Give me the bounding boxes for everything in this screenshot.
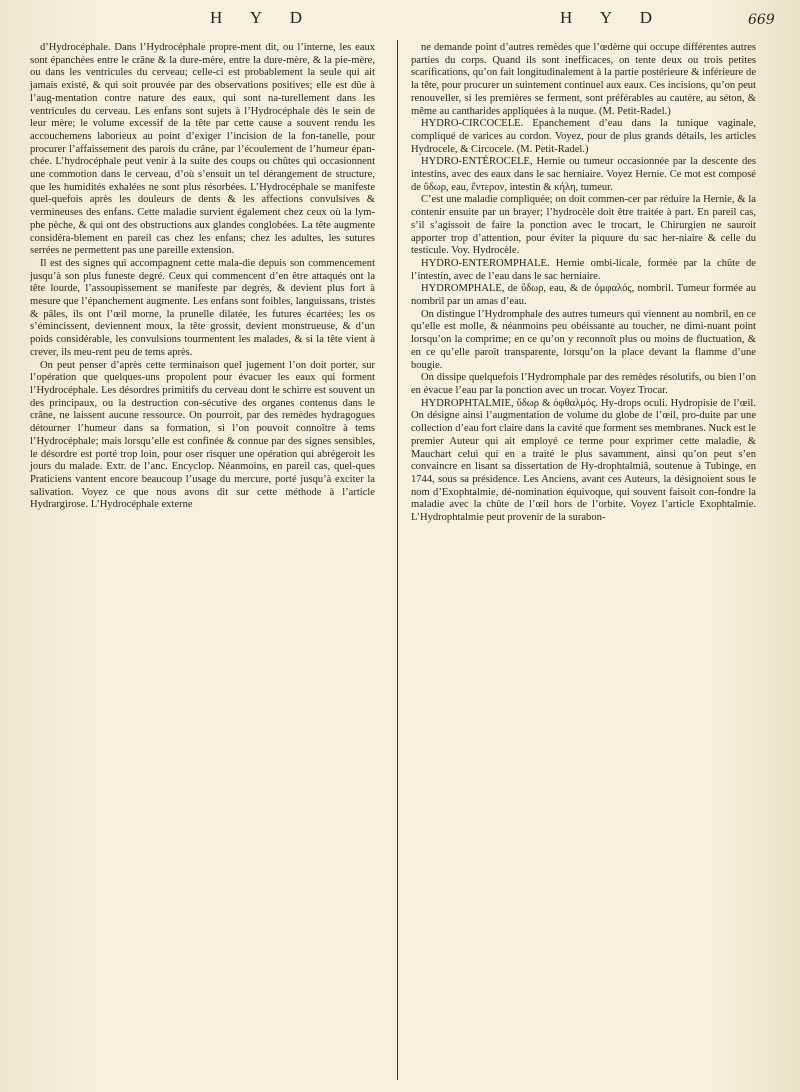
column-divider xyxy=(397,40,398,1080)
page-number: 669 xyxy=(748,12,775,28)
running-head-right: H Y D xyxy=(560,8,665,27)
paragraph: C’est une maladie compliquée; on doit commen-cer par réduire la Hernie, & la contenir ensuite par un brayer; l’hydrocèle doit être traitée à part. En pareil cas, s’il s’agissoit de faire la ponction avec le trocart, le Chirurgien ne sauroit apporter trop d’attention, pour éviter la piquure du sac her-niaire & celle du testicule. Voy. Hydrocèle. xyxy=(411,194,756,257)
entry-hydrophtalmie: HYDROPHTALMIE, ὕδωρ & ὀφθαλμός. Hy-drops oculi. Hydropisie de l’œil. On désigne ainsi l’augmentation de volume du globe de l’œil, pro-duite par une collection d’eau fort claire dans la cavité que forment ses membranes. Nuck est le premier Auteur qui ait employé ce terme pour exprimer cette maladie, & Mauchart celui qui en a traité le plus savamment, ainsi qu’on peut s’en convaincre en lisant sa dissertation de Hy-drophtalmiâ, soutenue à Tubinge, en 1744, sous sa présidence. Les Anciens, avant ces Auteurs, la désignoient sous le nom d’Exophtalmie, dé-nomination équivoque, qui souvent faisoit con-fondre la maladie avec la chûte de l’œil hors de l’orbite. Voyez l’article Exophtalmie. L’Hydrophtalmie peut provenir de la surabon- xyxy=(411,397,756,524)
right-column xyxy=(411,42,756,525)
entry-hydromphale: HYDROMPHALE, de ὕδωρ, eau, & de ὀμφαλός, nombril. Tumeur formée au nombril par un amas d’eau. xyxy=(411,283,756,308)
entry-hydro-enterocele: HYDRO-ENTÉROCELE, Hernie ou tumeur occasionnée par la descente des intestins, avec des eaux dans le sac herniaire. Voyez Hernie. Ce mot est composé de ὕδωρ, eau, ἔντερον, intestin & κήλη, tumeur. xyxy=(411,156,756,193)
entry-hydro-enteromphale: HYDRO-ENTEROMPHALE. Hernie ombi-licale, formée par la chûte de l’intestin, avec de l’eau dans le sac herniaire. xyxy=(411,257,756,282)
paragraph: Il est des signes qui accompagnent cette mala-die depuis son commencement jusqu’à son plus funeste degré. Ceux qui commencent d’en être attaqués ont la tête lourde, l’assoupissement se manifeste par degrés, & devient plus fort à mesure que l’épanchement augmente. Les enfans sont foibles, languissans, tristes & pâles, ils ont l’œil morne, la prunelle dilatée, les futures écartées; les os s’émincissent, deviennent moux, la tête grossit, devient monstrueuse, & d’un poids considérable, les convulsions tourmentent les malades, & si la tête vient à crever, ils meu-rent peu de tems après. xyxy=(30,257,375,358)
entry-hydro-circocele: HYDRO-CIRCOCELE. Epanchement d’eau dans la tunique vaginale, compliqué de varices au cordon. Voyez, pour de plus grands détails, les articles Hydrocele, & Circocele. (M. Petit-Radel.) xyxy=(411,118,756,155)
running-head-left: H Y D xyxy=(210,8,315,27)
paragraph: d’Hydrocéphale. Dans l’Hydrocéphale propre-ment dit, ou l’interne, les eaux sont épanchées entre le crâne & la dure-mère, entre la dure-mère, & la pie-mère, ou dans les ventricules du cerveau; celle-ci est probablement la seule qui ait jamais existé, & qui soit prouvée par des observations positives; elle est dûe à l’aug-mentation contre nature des eaux, qui sont na-turellement dans les ventricules du cerveau. Les enfans sont sujets à l’Hydrocéphale dès le sein de leur mère; le volume excessif de la tête par cette cause a souvent rendu les accouchemens laborieux au point d’exiger l’incision de la fon-tanelle, pour procurer l’affaissement des parois du crâne, par l’écoulement de l’humeur épan-chée. L’hydrocéphale peut venir à la suite des coups ou chûtes qui occasionnent une commotion dans le cerveau, d’où s’ensuit un tel dérangement de structure, que les humidités exhalées ne sont plus résorbées. L’Hydrocéphale se manifeste quel-quefois après les douleurs de dents & les affections convulsives & vermineuses des enfans. Cette maladie survient également chez ceux où la lym-phe pèche, & qui ont des obstructions aux glandes conglobées. La tête augmente considéra-blement en pareil cas chez les enfans; chez les adultes, les sutures serrées ne permettent pas une pareille extension. xyxy=(30,42,375,257)
paragraph: On distingue l’Hydromphale des autres tumeurs qui viennent au nombril, en ce qu’elle est molle, & néanmoins peu obéissante au toucher, ne dimi-nuant point lorsqu’on la comprime; en ce qu’on y reconnoît plus ou moins de fluctuation, & en ce qu’elle paroît transparente, lorsqu’on la place devant la flamme d’une bougie. xyxy=(411,308,756,371)
left-column xyxy=(30,42,375,512)
paragraph: On dissipe quelquefois l’Hydromphale par des remèdes résolutifs, ou bien l’on en évacue l’eau par la ponction avec un trocar. Voyez Trocar. xyxy=(411,372,756,396)
paragraph: ne demande point d’autres remèdes que l’œdème qui occupe différentes autres parties du corps. Quand ils sont inefficaces, on tente deux ou trois petites scarifications, qu’on fait longitudinalement à la partie postérieure & inférieure de la tête, pour procurer un suintement continuel aux eaux. Ces incisions, qu’on peut renouveller, si les premières se ferment, sont préférables au cautère, au séton, & même au cantharides appliquées à la nuque. (M. Petit-Radel.) xyxy=(411,42,756,117)
paragraph: On peut penser d’après cette terminaison quel jugement l’on doit porter, sur l’opération que quelques-uns propolent pour évacuer les eaux qui forment l’Hydrocéphale. Les désordres primitifs du cerveau dont le schirre est souvent un des principaux, ou la destruction con-sécutive des organes contenus dans le crâne, ne laissent aucune ressource. On pourroit, par des remèdes hydragogues détourner l’humeur dans sa formation, si l’on pouvoit connoître à tems l’Hydrocéphale; mais lorsqu’elle est confinée & connue par des signes sensibles, le désordre est porté trop loin, pour oser risquer une opération qui abrégeroit les jours du malade. Extr. de l’anc. Encyclop. Néanmoins, en pareil cas, quel-ques Praticiens vantent encore beaucoup l’usage du mercure, porté jusqu’à exciter la salivation. Voyez ce que nous avons dit sur cette méthode à l’article Hydrargirose. L’Hydrocéphale externe xyxy=(30,359,375,511)
